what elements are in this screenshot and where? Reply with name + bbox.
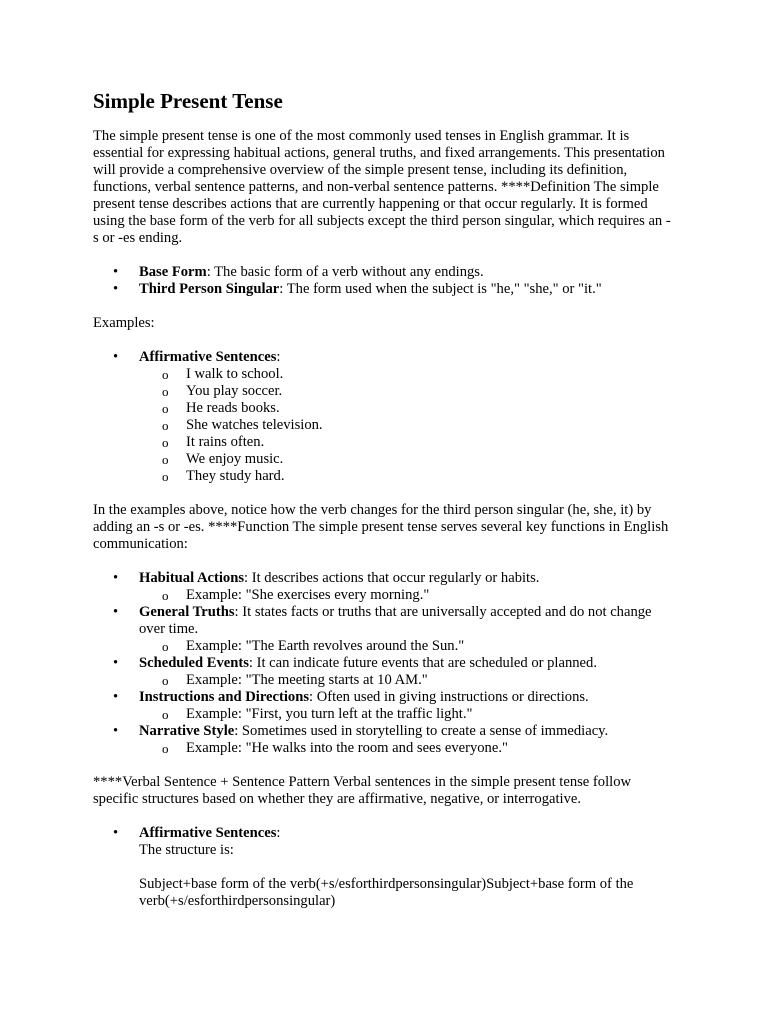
term-label: Third Person Singular: [139, 281, 280, 297]
example-sentence: o Example: "He walks into the room and sees everyone.": [139, 740, 675, 757]
list-item: [93, 281, 675, 298]
example-sentence: o I walk to school.: [139, 366, 675, 383]
term-description: : The basic form of a verb without any endings.: [206, 264, 484, 280]
list-item: [93, 655, 675, 689]
list-item: [93, 349, 675, 485]
example-sentence: o She watches television.: [139, 417, 675, 434]
example-sentence: o Example: "The meeting starts at 10 AM.": [139, 672, 675, 689]
term-description: : The form used when the subject is "he," "she," or "it.": [279, 281, 602, 297]
term-label: Base Form: [139, 264, 207, 280]
example-sentences: [139, 366, 675, 485]
intro-paragraph: The simple present tense is one of the most commonly used tenses in English grammar. It is essential for expressing habitual actions, general truths, and fixed arrangements. This presentation will provide a comprehensive overview of the simple present tense, including its definition, functions, verbal sentence patterns, and non-verbal sentence patterns. ****Definition The simple present tense describes actions that are currently happening or that occur regularly. It is formed using the base form of the verb for all subjects except the third person singular, which requires an -s or -es ending.: [93, 128, 671, 246]
example-sentence: o You play soccer.: [139, 383, 675, 400]
examples-label: Examples:: [93, 315, 155, 331]
document-body: [93, 88, 675, 927]
list-item: [93, 604, 675, 655]
affirmative-examples-list: [93, 349, 675, 485]
term-description: : Sometimes used in storytelling to create a sense of immediacy.: [234, 723, 609, 739]
example-sentence: o Example: "The Earth revolves around the Sun.": [139, 638, 675, 655]
spacer: [139, 859, 675, 876]
term-description: : It states facts or truths that are universally accepted and do not change over time.: [139, 604, 652, 637]
example-sentence: o He reads books.: [139, 400, 675, 417]
page-title: Simple Present Tense: [93, 89, 283, 113]
term-label: Instructions and Directions: [139, 689, 310, 705]
verbal-patterns-list: [93, 825, 675, 910]
list-item: [93, 689, 675, 723]
structure-label: The structure is:: [139, 842, 234, 858]
term-label: General Truths: [139, 604, 235, 620]
function-paragraph: In the examples above, notice how the verb changes for the third person singular (he, she, it) by adding an -s or -es. ****Function The simple present tense serves several key functions in English communication:: [93, 502, 669, 552]
term-label: Affirmative Sentences: [139, 349, 277, 365]
term-description: : It describes actions that occur regularly or habits.: [244, 570, 540, 586]
example-sentence: o Example: "She exercises every morning.": [139, 587, 675, 604]
example-sentence: o They study hard.: [139, 468, 675, 485]
example-sentence: o We enjoy music.: [139, 451, 675, 468]
functions-list: [93, 570, 675, 757]
list-item: [93, 825, 675, 910]
forms-list: [93, 264, 675, 298]
term-description: : Often used in giving instructions or directions.: [309, 689, 589, 705]
term-description: : It can indicate future events that are scheduled or planned.: [248, 655, 597, 671]
structure-formula: Subject+base form of the verb(+s/esforthirdpersonsingular)Subject+base form of the verb(+s/esforthirdpersonsingular): [139, 876, 634, 909]
term-colon: :: [276, 825, 281, 841]
term-label: Habitual Actions: [139, 570, 245, 586]
term-label: Scheduled Events: [139, 655, 249, 671]
term-label: Narrative Style: [139, 723, 235, 739]
list-item: [93, 570, 675, 604]
example-sentence: o Example: "First, you turn left at the traffic light.": [139, 706, 675, 723]
term-label: Affirmative Sentences: [139, 825, 277, 841]
verbal-paragraph: ****Verbal Sentence + Sentence Pattern Verbal sentences in the simple present tense follow specific structures based on whether they are affirmative, negative, or interrogative.: [93, 774, 632, 807]
list-item: [93, 264, 675, 281]
term-colon: :: [276, 349, 281, 365]
example-sentence: o It rains often.: [139, 434, 675, 451]
list-item: [93, 723, 675, 757]
